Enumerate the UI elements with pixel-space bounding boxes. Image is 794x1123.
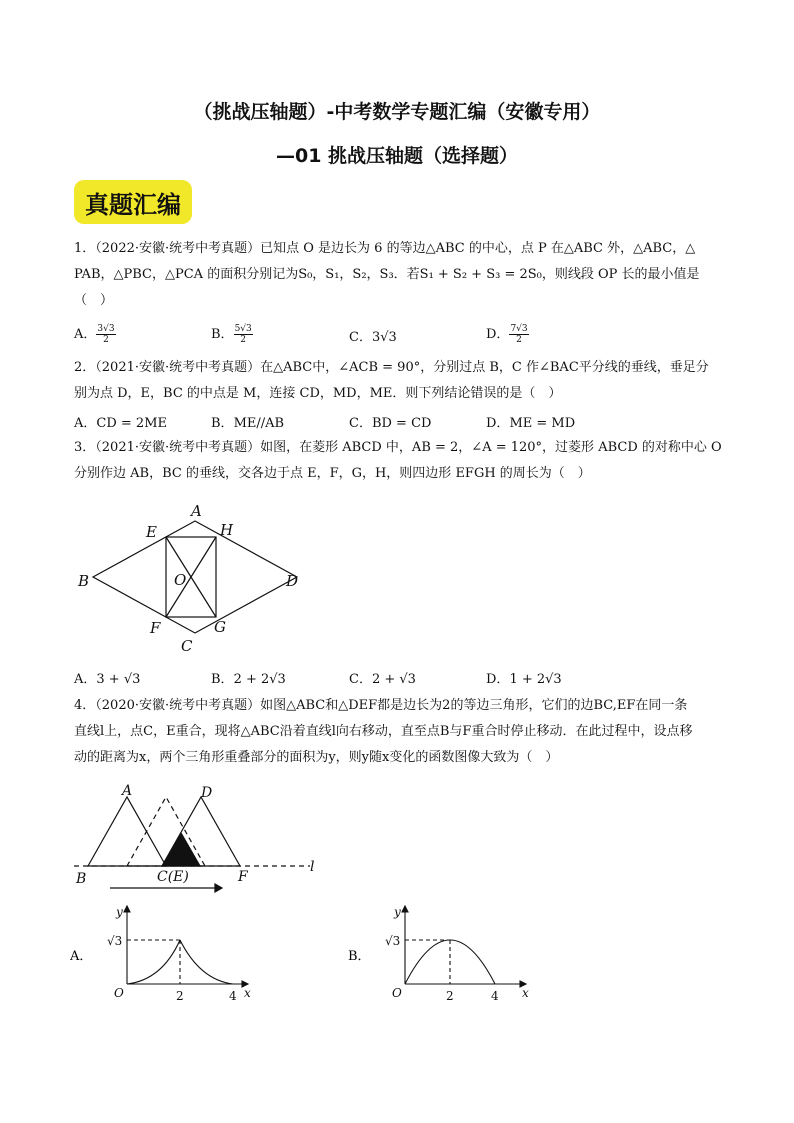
label-ce: C(E) [157, 869, 189, 885]
svg-text:4: 4 [229, 989, 237, 1003]
question-text: （ ） [74, 293, 114, 308]
overlap-region [162, 833, 200, 866]
label-o: O [174, 571, 187, 589]
section-badge: 真题汇编 [74, 180, 192, 224]
question-4 [74, 693, 724, 771]
option-a[interactable]: A．CD = 2ME [74, 416, 167, 431]
curve-falling [180, 940, 233, 984]
rhombus-abcd [93, 521, 297, 633]
question-3 [74, 435, 724, 487]
question-text: 3．（2021·安徽·统考中考真题）如图，在菱形 ABCD 中，AB = 2，∠A = 120°，过菱形 ABCD 的对称中心 O [74, 440, 722, 455]
graph-option-a[interactable] [70, 900, 270, 1010]
question-text: 4．（2020·安徽·统考中考真题）如图△ABC和△DEF都是边长为2的等边三角形，它们的边BC,EF在同一条 [74, 698, 688, 713]
question-2-options [74, 412, 724, 434]
svg-text:y: y [394, 905, 401, 919]
label-c: C [181, 637, 193, 655]
label-f: F [150, 619, 161, 637]
option-d[interactable]: D．ME = MD [486, 416, 576, 431]
option-c[interactable]: C．BD = CD [349, 416, 432, 431]
svg-text:y: y [116, 905, 123, 919]
question-text: 1．（2022·安徽·统考中考真题）已知点 O 是边长为 6 的等边△ABC 的中心，点 P 在△ABC 外，△ABC，△ [74, 241, 696, 256]
svg-text:x: x [522, 986, 529, 1000]
svg-text:x: x [244, 986, 251, 1000]
label-a: A [122, 783, 133, 799]
label-d: D [201, 785, 213, 801]
svg-text:2: 2 [446, 989, 454, 1003]
option-b[interactable]: B．ME//AB [211, 416, 285, 431]
curve-rising [127, 940, 180, 984]
question-text: PAB，△PBC，△PCA 的面积分别记为S₀，S₁，S₂，S₃．若S₁ + S₂ + S₃ = 2S₀，则线段 OP 长的最小值是 [74, 267, 700, 282]
option-b[interactable]: B．2 + 2√3 [211, 672, 286, 687]
option-b-label: B． [348, 949, 371, 964]
question-text: 别为点 D，E，BC 的中点是 M，连接 CD，MD，ME．则下列结论错误的是（ ） [74, 386, 562, 401]
label-b: B [78, 572, 90, 590]
question-2 [74, 355, 724, 407]
page-subtitle: —01 挑战压轴题（选择题） [275, 145, 519, 167]
option-d[interactable]: D． $\frac{7√3}{2}$ [486, 324, 528, 345]
svg-text:O: O [392, 986, 402, 1000]
option-a-label: A． [70, 949, 93, 964]
label-e: E [146, 523, 157, 541]
svg-text:√3: √3 [107, 934, 123, 948]
question-text: 分别作边 AB，BC 的垂线，交各边于点 E，F，G，H，则四边形 EFGH 的周长为（ ） [74, 466, 591, 481]
label-g: G [214, 618, 226, 636]
label-d: D [286, 572, 299, 590]
question-text: 2．（2021·安徽·统考中考真题）在△ABC中，∠ACB = 90°，分别过点 B，C 作∠BAC平分线的垂线，垂足分 [74, 360, 709, 375]
option-b[interactable]: B． $\frac{5√3}{2}$ [211, 324, 252, 345]
svg-text:4: 4 [491, 989, 499, 1003]
svg-text:2: 2 [176, 989, 184, 1003]
label-h: H [220, 521, 234, 539]
rhombus-figure [70, 495, 320, 660]
label-a: A [191, 502, 202, 520]
graph-option-b[interactable] [348, 900, 548, 1010]
question-1 [74, 236, 724, 314]
label-l: l [310, 859, 315, 875]
option-c[interactable]: C．2 + √3 [349, 672, 416, 687]
triangle-abc [88, 797, 166, 866]
svg-text:√3: √3 [385, 934, 401, 948]
page-title: （挑战压轴题）-中考数学专题汇编（安徽专用） [193, 101, 601, 123]
label-b: B [76, 871, 87, 887]
triangles-figure [70, 783, 330, 898]
question-text: 动的距离为x，两个三角形重叠部分的面积为y，则y随x变化的函数图像大致为（ ） [74, 750, 559, 765]
label-f: F [238, 869, 248, 885]
svg-text:O: O [114, 986, 124, 1000]
option-a[interactable]: A．3 + √3 [74, 672, 141, 687]
question-1-options [74, 323, 724, 345]
option-a[interactable]: A． $\frac{3√3}{2}$ [74, 324, 115, 345]
option-d[interactable]: D．1 + 2√3 [486, 672, 562, 687]
option-c[interactable]: C．3√3 [349, 330, 397, 345]
question-text: 直线l上，点C，E重合，现将△ABC沿着直线l向右移动，直至点B与F重合时停止移动．在此过程中，设点移 [74, 724, 693, 739]
question-3-options [74, 668, 724, 690]
